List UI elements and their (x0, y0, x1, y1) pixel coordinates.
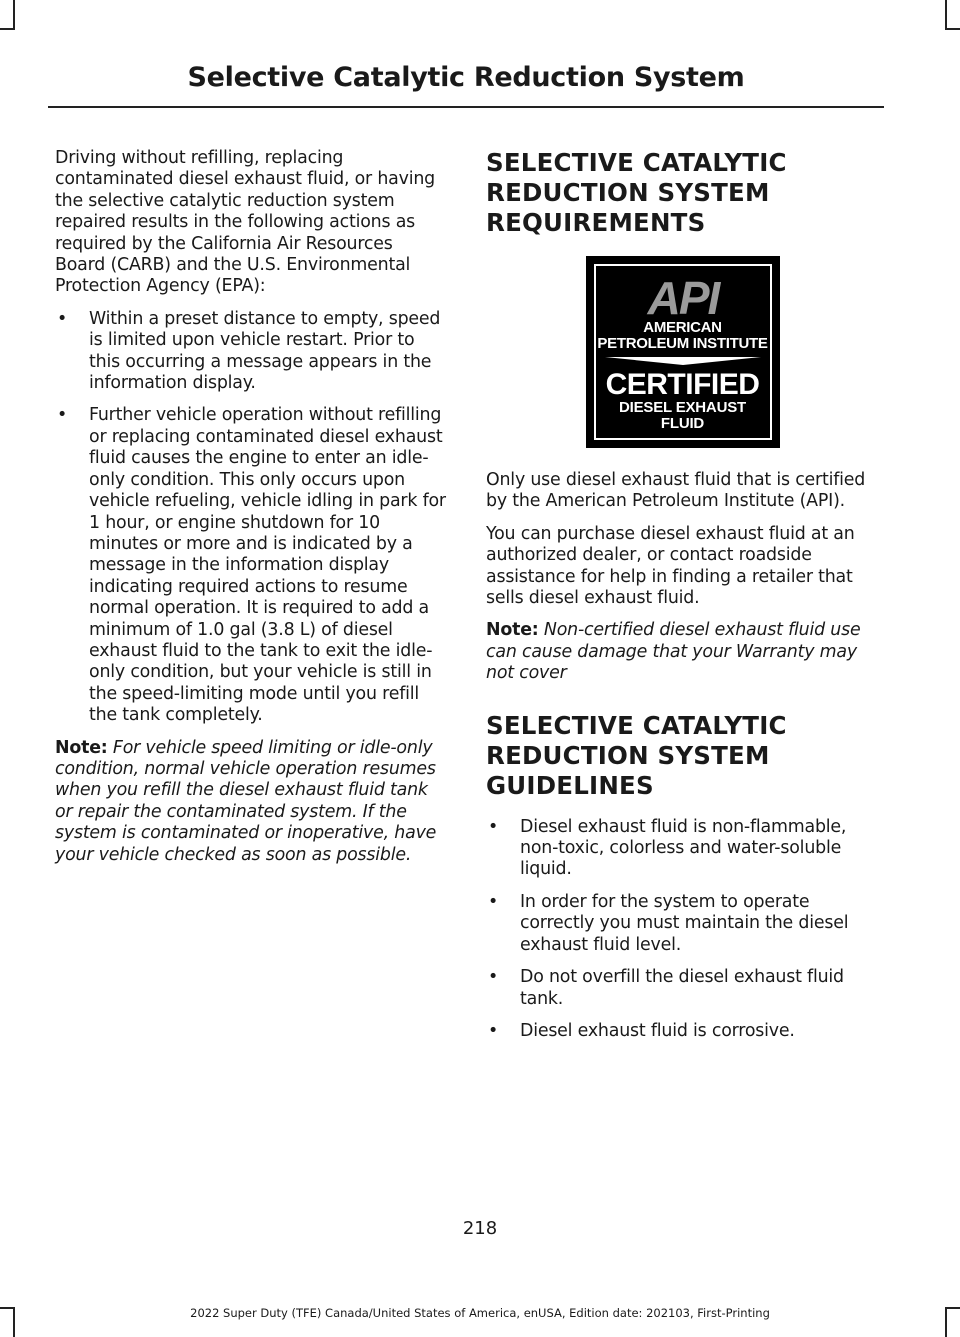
bullet-icon: • (57, 308, 68, 329)
right-column (486, 148, 879, 1053)
logo-certified: CERTIFIED (605, 368, 760, 401)
bullet-icon: • (488, 1020, 499, 1041)
list-item-text: Diesel exhaust fluid is corrosive. (520, 1020, 795, 1041)
warranty-note (486, 620, 879, 684)
list-item-text: Diesel exhaust fluid is non-flammable, non-toxic, colorless and water-soluble liquid. (520, 816, 847, 880)
note-label: Note: (486, 620, 539, 641)
chevron-divider-icon (605, 356, 761, 366)
logo-line-american: AMERICAN (643, 319, 722, 336)
note-label: Note: (55, 737, 108, 758)
list-item (486, 892, 879, 956)
bullet-icon: • (488, 967, 499, 988)
certified-fluid-paragraph: Only use diesel exhaust fluid that is certified by the American Petroleum Institute (API). (486, 470, 866, 512)
api-letters-graphic (628, 276, 738, 318)
api-certified-logo (586, 256, 780, 448)
crop-mark-top-left-v (13, 0, 15, 30)
page-number: 218 (462, 1218, 498, 1239)
page-title: Selective Catalytic Reduction System (187, 62, 745, 93)
list-item (486, 967, 879, 1010)
list-item (55, 309, 447, 395)
bullet-icon: • (57, 405, 68, 426)
api-letters-text: API (647, 276, 718, 318)
list-item-text: Within a preset distance to empty, speed is limited upon vehicle restart. Prior to this occurring a message appears in the information display. (89, 308, 441, 394)
note-text: For vehicle speed limiting or idle-only condition, normal vehicle operation resumes when you refill the diesel exhaust fluid tank or repair the contaminated system. If the system is contaminated or inoperative, have your vehicle checked as soon as possible. (55, 737, 437, 865)
logo-line-diesel: DIESEL EXHAUST (619, 399, 746, 416)
left-column (55, 148, 447, 877)
bullet-icon: • (488, 816, 499, 837)
consequence-list (55, 309, 447, 727)
list-item (486, 1021, 879, 1042)
guidelines-list (486, 817, 879, 1043)
list-item (55, 405, 447, 726)
speed-limit-note (55, 738, 447, 866)
bullet-icon: • (488, 891, 499, 912)
list-item (486, 817, 879, 881)
section-heading-guidelines: SELECTIVE CATALYTIC REDUCTION SYSTEM GUIDELINES (486, 710, 787, 800)
note-text: Non-certified diesel exhaust fluid use can cause damage that your Warranty may not cover (486, 620, 861, 684)
crop-mark-top-left-h (0, 28, 15, 30)
header-divider (48, 106, 884, 108)
list-item-text: In order for the system to operate correctly you must maintain the diesel exhaust fluid level. (520, 891, 849, 955)
footer-edition-info: 2022 Super Duty (TFE) Canada/United States of America, enUSA, Edition date: 202103, First-Printing (190, 1306, 770, 1320)
logo-line-fluid: FLUID (660, 415, 705, 432)
section-heading-requirements: SELECTIVE CATALYTIC REDUCTION SYSTEM REQUIREMENTS (486, 148, 787, 237)
intro-paragraph: Driving without refilling, replacing contaminated diesel exhaust fluid, or having the selective catalytic reduction system repaired results in the following actions as required by the California Air Resources Board (CARB) and the U.S. Environmental Protection Agency (EPA): (55, 148, 436, 297)
list-item-text: Do not overfill the diesel exhaust fluid tank. (520, 967, 844, 1009)
list-item-text: Further vehicle operation without refilling or replacing contaminated diesel exhaust fluid causes the engine to enter an idle-only condition. This only occurs upon vehicle refueling, vehicle idling in park for 1 hour, or engine shutdown for 10 minutes or more and is indicated by a message in the information display indicating required actions to resume normal operation. It is required to add a minimum of 1.0 gal (3.8 L) of diesel exhaust fluid to the tank to exit the idle-only condition, but your vehicle is still in the speed-limiting mode until you refill the tank completely. (89, 405, 446, 726)
crop-mark-top-right-h (945, 28, 960, 30)
purchase-paragraph: You can purchase diesel exhaust fluid at an authorized dealer, or contact roadside assistance for help in finding a retailer that sells diesel exhaust fluid. (486, 523, 855, 609)
logo-line-petroleum: PETROLEUM INSTITUTE (597, 335, 768, 352)
crop-mark-top-right-v (945, 0, 947, 30)
